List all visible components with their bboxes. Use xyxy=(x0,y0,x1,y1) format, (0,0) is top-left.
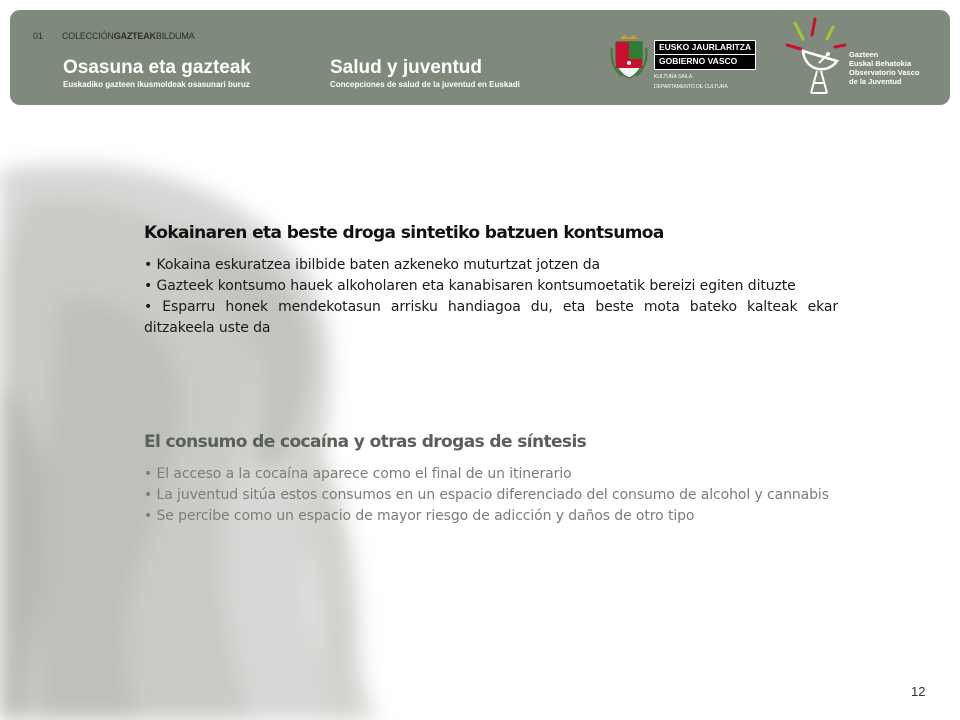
bullet-item: • Kokaina eskuratzea ibilbide baten azkeneko muturtzat jotzen da xyxy=(144,257,600,273)
bullet-item: • Esparru honek mendekotasun arrisku handiagoa du, eta beste mota bateko kalteak ekar ditzakeela uste da xyxy=(144,299,839,336)
youth-observatory-logo xyxy=(775,15,950,105)
collection-name: COLECCIÓNGAZTEAKBILDUMA xyxy=(62,31,195,41)
satellite-dish-icon xyxy=(775,15,855,105)
title-basque: Osasuna eta gazteak xyxy=(63,57,251,78)
section-title-spanish: El consumo de cocaína y otras drogas de síntesis xyxy=(144,432,587,452)
bullet-list-spanish xyxy=(144,464,838,527)
bullet-item: • Se percibe como un espacio de mayor riesgo de adicción y daños de otro tipo xyxy=(144,508,695,524)
bullet-item: • Gazteek kontsumo hauek alkoholaren eta kanabisaren kontsumoetatik bereizi egiten dituzte xyxy=(144,278,796,294)
basque-government-logo xyxy=(608,34,760,94)
gov-name-spanish: GOBIERNO VASCO xyxy=(655,54,755,68)
title-spanish: Salud y juventud xyxy=(330,57,483,78)
subtitle-basque: Euskadiko gazteen ikusmoldeak osasunari buruz xyxy=(63,80,250,89)
department-basque: KULTURA SAILA xyxy=(654,74,693,80)
government-name-box xyxy=(654,40,756,70)
coat-of-arms-icon xyxy=(608,34,650,80)
subtitle-spanish: Concepciones de salud de la juventud en Euskadi xyxy=(330,80,520,89)
department-spanish: DEPARTAMENTO DE CULTURA xyxy=(654,84,728,90)
observatory-name: Gazteen Euskal Behatokia Observatorio Vasco de la Juventud xyxy=(849,50,920,86)
page-number: 12 xyxy=(911,684,926,699)
section-basque xyxy=(144,223,838,339)
section-spanish xyxy=(144,432,838,527)
collection-number: 01 xyxy=(33,31,44,41)
header-banner xyxy=(10,10,950,105)
gov-name-basque: EUSKO JAURLARITZA xyxy=(659,42,752,52)
bullet-list-basque xyxy=(144,255,838,339)
bullet-item: • La juventud sitúa estos consumos en un espacio diferenciado del consumo de alcohol y cannabis xyxy=(144,487,829,503)
bullet-item: • El acceso a la cocaína aparece como el final de un itinerario xyxy=(144,466,572,482)
section-title-basque: Kokainaren eta beste droga sintetiko batzuen kontsumoa xyxy=(144,223,664,243)
